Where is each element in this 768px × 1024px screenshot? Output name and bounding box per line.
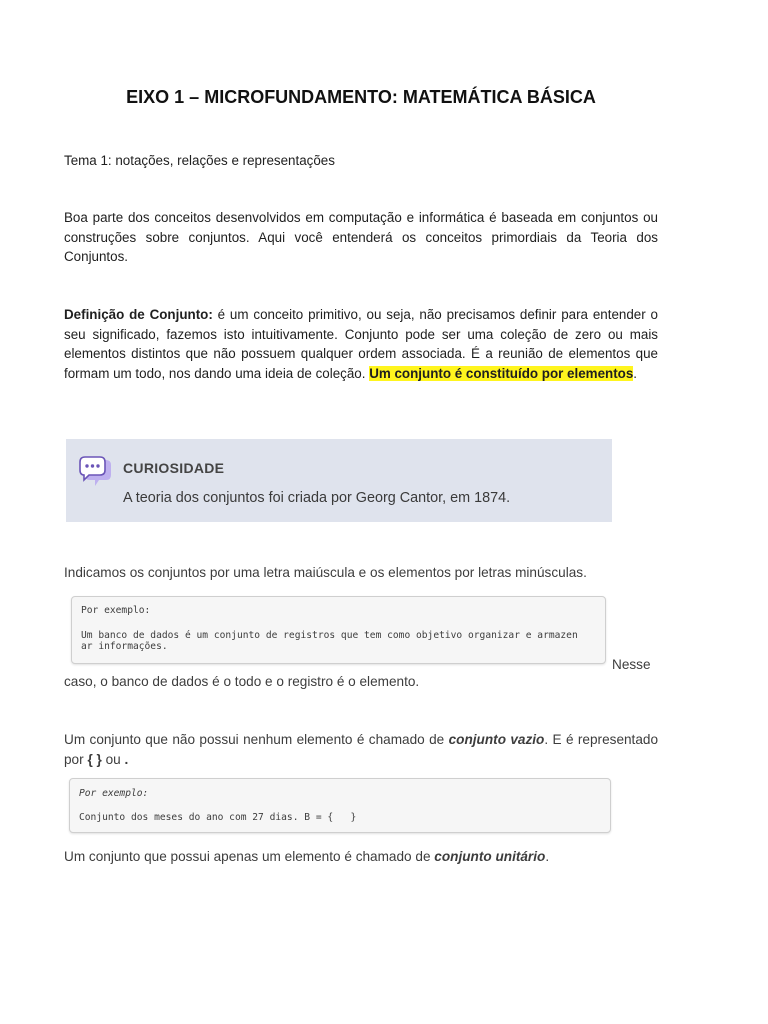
speech-bubble-icon [78, 455, 114, 491]
definicao-label: Definição de Conjunto: [64, 307, 213, 322]
indicamos-paragraph: Indicamos os conjuntos por uma letra maiúscula e os elementos por letras minúsculas. [64, 565, 587, 580]
nesse-word: Nesse [612, 657, 651, 672]
example1-label: Por exemplo: [81, 605, 151, 616]
example-code-box-2 [69, 778, 611, 833]
vazio-paragraph [64, 730, 658, 769]
intro-paragraph: Boa parte dos conceitos desenvolvidos em computação e informática é baseada em conjuntos ou construções sobre conjuntos. Aqui você entenderá os conceitos primordiais da Teoria dos Conjuntos. [64, 210, 658, 264]
curiosidade-text: A teoria dos conjuntos foi criada por Georg Cantor, em 1874. [123, 490, 511, 506]
page-title: EIXO 1 – MICROFUNDAMENTO: MATEMÁTICA BÁSICA [126, 87, 596, 107]
definicao-paragraph [64, 305, 658, 383]
unitario-text-b: . [545, 849, 550, 864]
example1-line1: Um banco de dados é um conjunto de registros que tem como objetivo organizar e armazen [81, 630, 578, 641]
unitario-paragraph [64, 847, 658, 867]
definicao-highlight: Um conjunto é constituído por elementos [369, 365, 634, 381]
nesse-paragraph: caso, o banco de dados é o todo e o registro é o elemento. [64, 674, 420, 689]
vazio-text-d: . [124, 751, 129, 767]
vazio-text-a: Um conjunto que não possui nenhum elemento é chamado de [64, 732, 449, 747]
definicao-text: é um conceito primitivo, ou seja, não precisamos definir para entender o seu significado, fazemos isto intuitivamente. Conjunto pode ser uma coleção de zero ou mais elementos distintos que não possuem qualquer ordem associada. É a reunião de elementos que formam um todo, nos dando uma ideia de coleção. [64, 307, 658, 381]
vazio-text-b: . E é representado por [64, 732, 659, 767]
vazio-text-c: ou [101, 751, 125, 767]
curiosidade-title: CURIOSIDADE [123, 460, 225, 476]
unitario-term: conjunto unitário [434, 849, 546, 864]
vazio-term: conjunto vazio [448, 732, 545, 747]
unitario-text-a: Um conjunto que possui apenas um elemento é chamado de [64, 849, 435, 864]
example-code-box-1 [71, 596, 606, 664]
vazio-braces: { } [87, 751, 102, 767]
example1-line2: ar informações. [81, 641, 168, 652]
tema-subtitle: Tema 1: notações, relações e representações [64, 153, 335, 168]
example2-line1: Conjunto dos meses do ano com 27 dias. B = { } [79, 812, 357, 823]
definicao-end: . [633, 365, 638, 381]
curiosidade-box [66, 439, 612, 522]
example2-label: Por exemplo: [79, 788, 149, 799]
